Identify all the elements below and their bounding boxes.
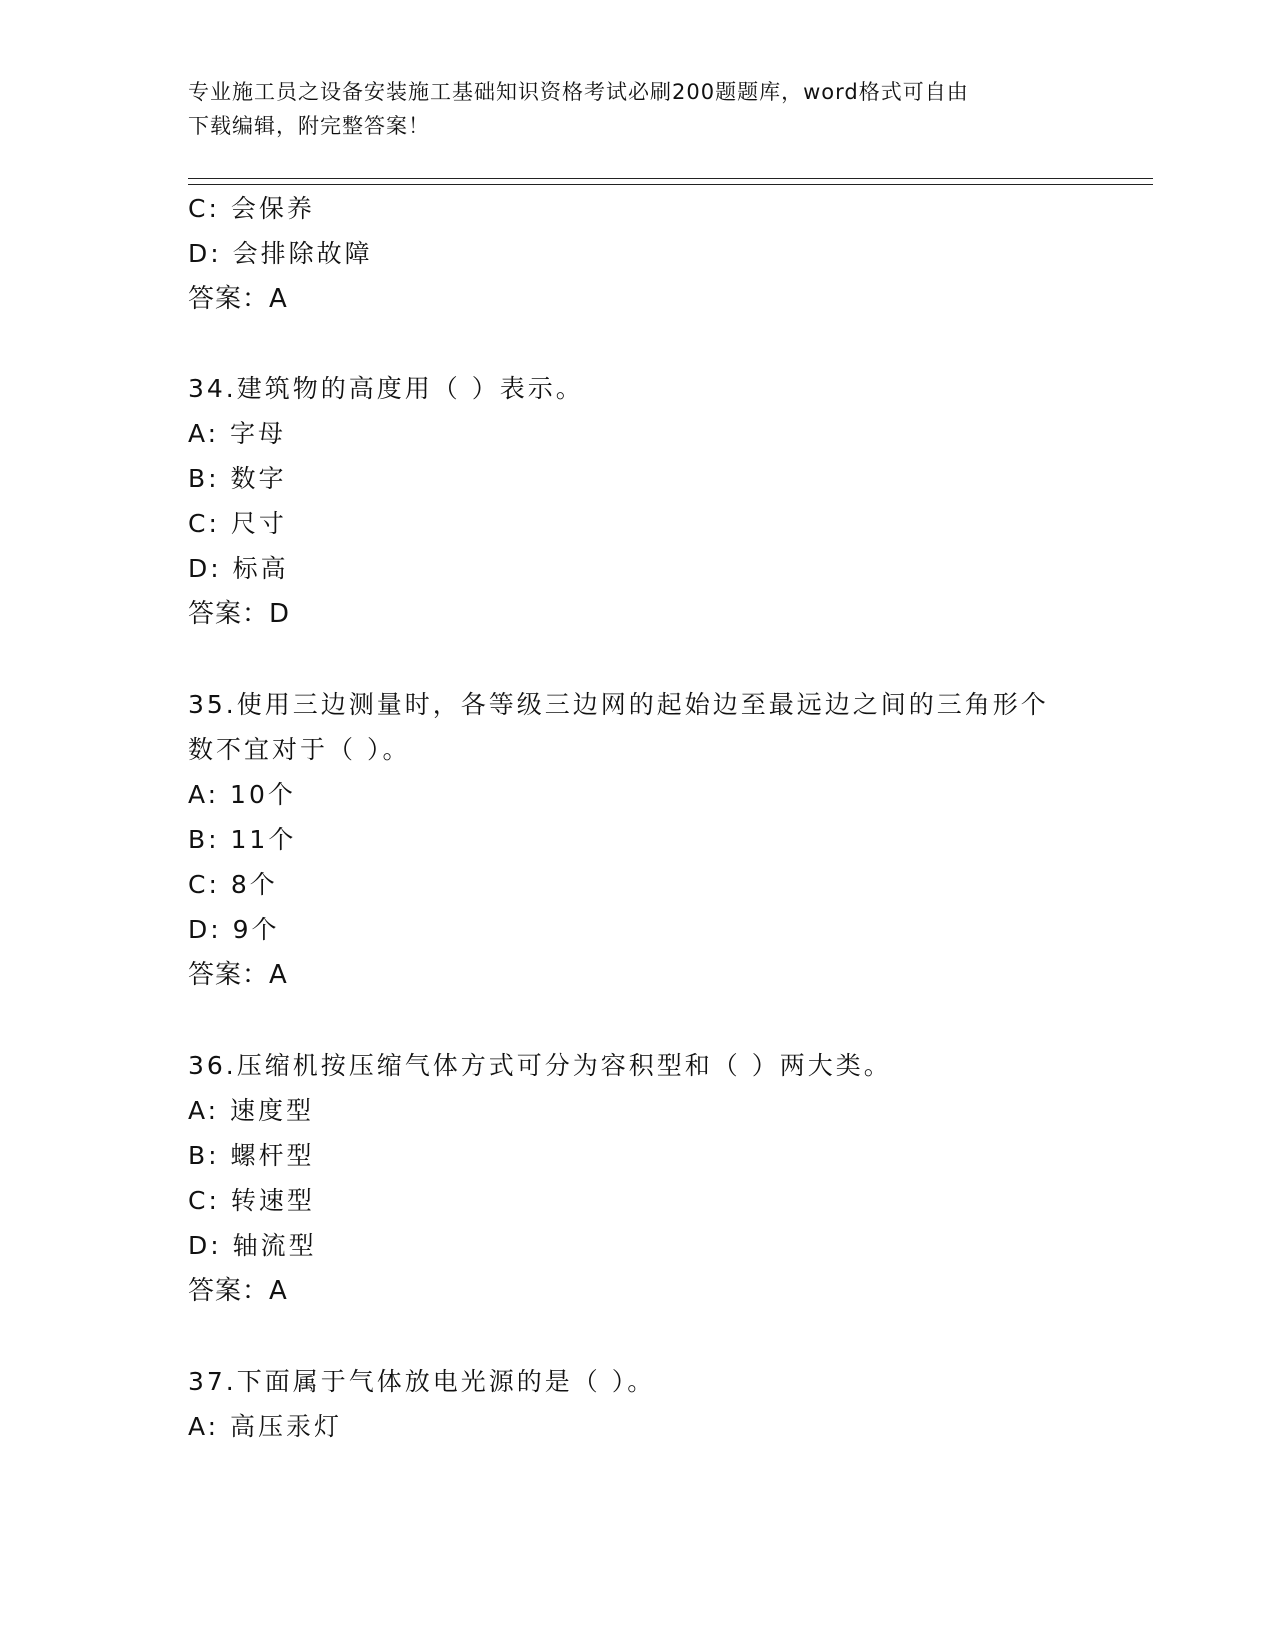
q36-option-d: D: 轴流型 bbox=[188, 1231, 317, 1260]
prev-option-c: C: 会保养 bbox=[188, 194, 315, 223]
q34-option-a: A: 字母 bbox=[188, 419, 287, 448]
header-divider-bottom bbox=[188, 184, 1153, 185]
q35-option-d: D: 9个 bbox=[188, 915, 280, 944]
q34-answer: 答案：D bbox=[188, 599, 291, 629]
header-title-line-2: 下载编辑，附完整答案！ bbox=[188, 114, 430, 138]
q35-option-c: C: 8个 bbox=[188, 870, 278, 899]
prev-option-d: D: 会排除故障 bbox=[188, 239, 373, 268]
q35-option-a: A: 10个 bbox=[188, 780, 296, 809]
header-divider-top bbox=[188, 178, 1153, 179]
q34-option-c: C: 尺寸 bbox=[188, 509, 287, 538]
q35-option-b: B: 11个 bbox=[188, 825, 297, 854]
q34-option-d: D: 标高 bbox=[188, 554, 289, 583]
prev-answer: 答案：A bbox=[188, 284, 288, 314]
q36-text: 36.压缩机按压缩气体方式可分为容积型和（ ）两大类。 bbox=[188, 1051, 892, 1080]
q36-option-a: A: 速度型 bbox=[188, 1096, 315, 1125]
q35-text-line-2: 数不宜对于（ ）。 bbox=[188, 735, 411, 764]
q36-option-b: B: 螺杆型 bbox=[188, 1141, 315, 1170]
q35-text-line-1: 35.使用三边测量时，各等级三边网的起始边至最远边之间的三角形个 bbox=[188, 690, 1049, 719]
q36-answer: 答案：A bbox=[188, 1276, 288, 1306]
document-header bbox=[188, 75, 1068, 143]
header-title-line-1: 专业施工员之设备安装施工基础知识资格考试必刷200题题库，word格式可自由 bbox=[188, 80, 969, 104]
q37-option-a: A: 高压汞灯 bbox=[188, 1412, 343, 1441]
q34-text: 34.建筑物的高度用（ ）表示。 bbox=[188, 374, 584, 403]
q34-option-b: B: 数字 bbox=[188, 464, 287, 493]
q37-text: 37.下面属于气体放电光源的是（ ）。 bbox=[188, 1367, 656, 1396]
q36-option-c: C: 转速型 bbox=[188, 1186, 315, 1215]
q35-answer: 答案：A bbox=[188, 960, 288, 990]
